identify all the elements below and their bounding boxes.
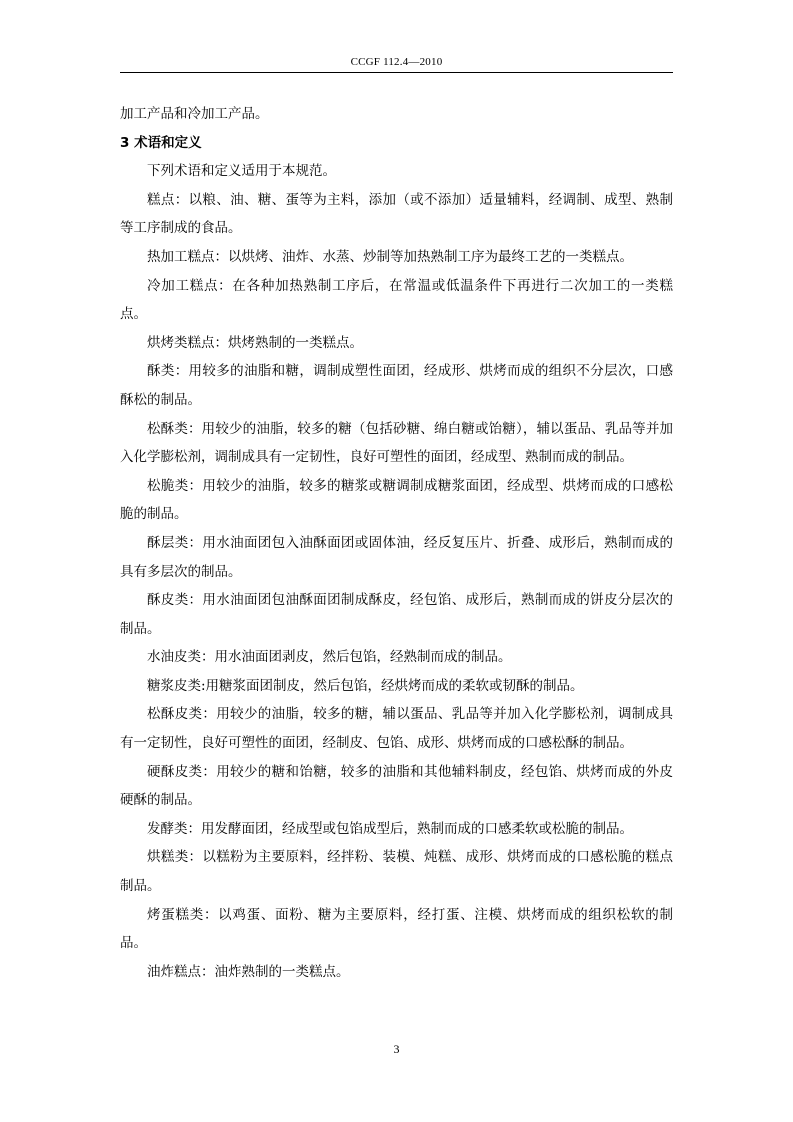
definition-paragraph: 松酥类：用较少的油脂，较多的糖（包括砂糖、绵白糖或饴糖），辅以蛋品、乳品等并加入化学膨松剂，调制成具有一定韧性，良好可塑性的面团，经成型、熟制而成的制品。 [120,420,673,466]
definition-paragraph: 酥类：用较多的油脂和糖，调制成塑性面团，经成形、烘烤而成的组织不分层次，口感酥松的制品。 [120,363,673,408]
definition-paragraph: 油炸糕点：油炸熟制的一类糕点。 [147,963,350,980]
definition-paragraph: 松脆类：用较少的油脂，较多的糖浆或糖调制成糖浆面团，经成型、烘烤而成的口感松脆的制品。 [120,477,673,523]
definition-paragraph: 酥皮类：用水油面团包油酥面团制成酥皮，经包馅、成形后，熟制而成的饼皮分层次的制品。 [120,592,673,637]
page-header: CCGF 112.4—2010 [120,52,673,73]
definition-paragraph: 酥层类：用水油面团包入油酥面团或固体油，经反复压片、折叠、成形后，熟制而成的具有多层次的制品。 [120,534,673,580]
section-heading: 3 术语和定义 [120,134,202,151]
definition-paragraph: 冷加工糕点：在各种加热熟制工序后，在常温或低温条件下再进行二次加工的一类糕点。 [120,277,673,323]
definition-paragraph: 水油皮类：用水油面团剥皮，然后包馅，经熟制而成的制品。 [147,649,512,666]
lead-paragraph: 加工产品和冷加工产品。 [120,106,269,122]
definition-paragraph: 糖浆皮类:用糖浆面团制皮，然后包馅，经烘烤而成的柔软或韧酥的制品。 [147,677,584,694]
definition-paragraph: 松酥皮类：用较少的油脂，较多的糖，辅以蛋品、乳品等并加入化学膨松剂，调制成具有一定韧性，良好可塑性的面团，经制皮、包馅、成形、烘烤而成的口感松酥的制品。 [120,706,673,752]
definition-paragraph: 烤蛋糕类：以鸡蛋、面粉、糖为主要原料，经打蛋、注模、烘烤而成的组织松软的制品。 [120,906,673,952]
definition-paragraph: 硬酥皮类：用较少的糖和饴糖，较多的油脂和其他辅料制皮，经包馅、烘烤而成的外皮硬酥的制品。 [120,763,673,809]
page-number: 3 [393,1042,400,1056]
paragraph: 下列术语和定义适用于本规范。 [147,163,336,180]
definition-paragraph: 发酵类：用发酵面团，经成型或包馅成型后，熟制而成的口感柔软或松脆的制品。 [147,820,633,837]
definition-paragraph: 烘烤类糕点：烘烤熟制的一类糕点。 [147,334,363,351]
document-body [120,100,673,986]
definition-paragraph: 糕点：以粮、油、糖、蛋等为主料，添加（或不添加）适量辅料，经调制、成型、熟制等工序制成的食品。 [120,191,673,237]
definition-paragraph: 烘糕类：以糕粉为主要原料，经拌粉、装模、炖糕、成形、烘烤而成的口感松脆的糕点制品。 [120,849,673,895]
definition-paragraph: 热加工糕点：以烘烤、油炸、水蒸、炒制等加热熟制工序为最终工艺的一类糕点。 [147,248,633,265]
